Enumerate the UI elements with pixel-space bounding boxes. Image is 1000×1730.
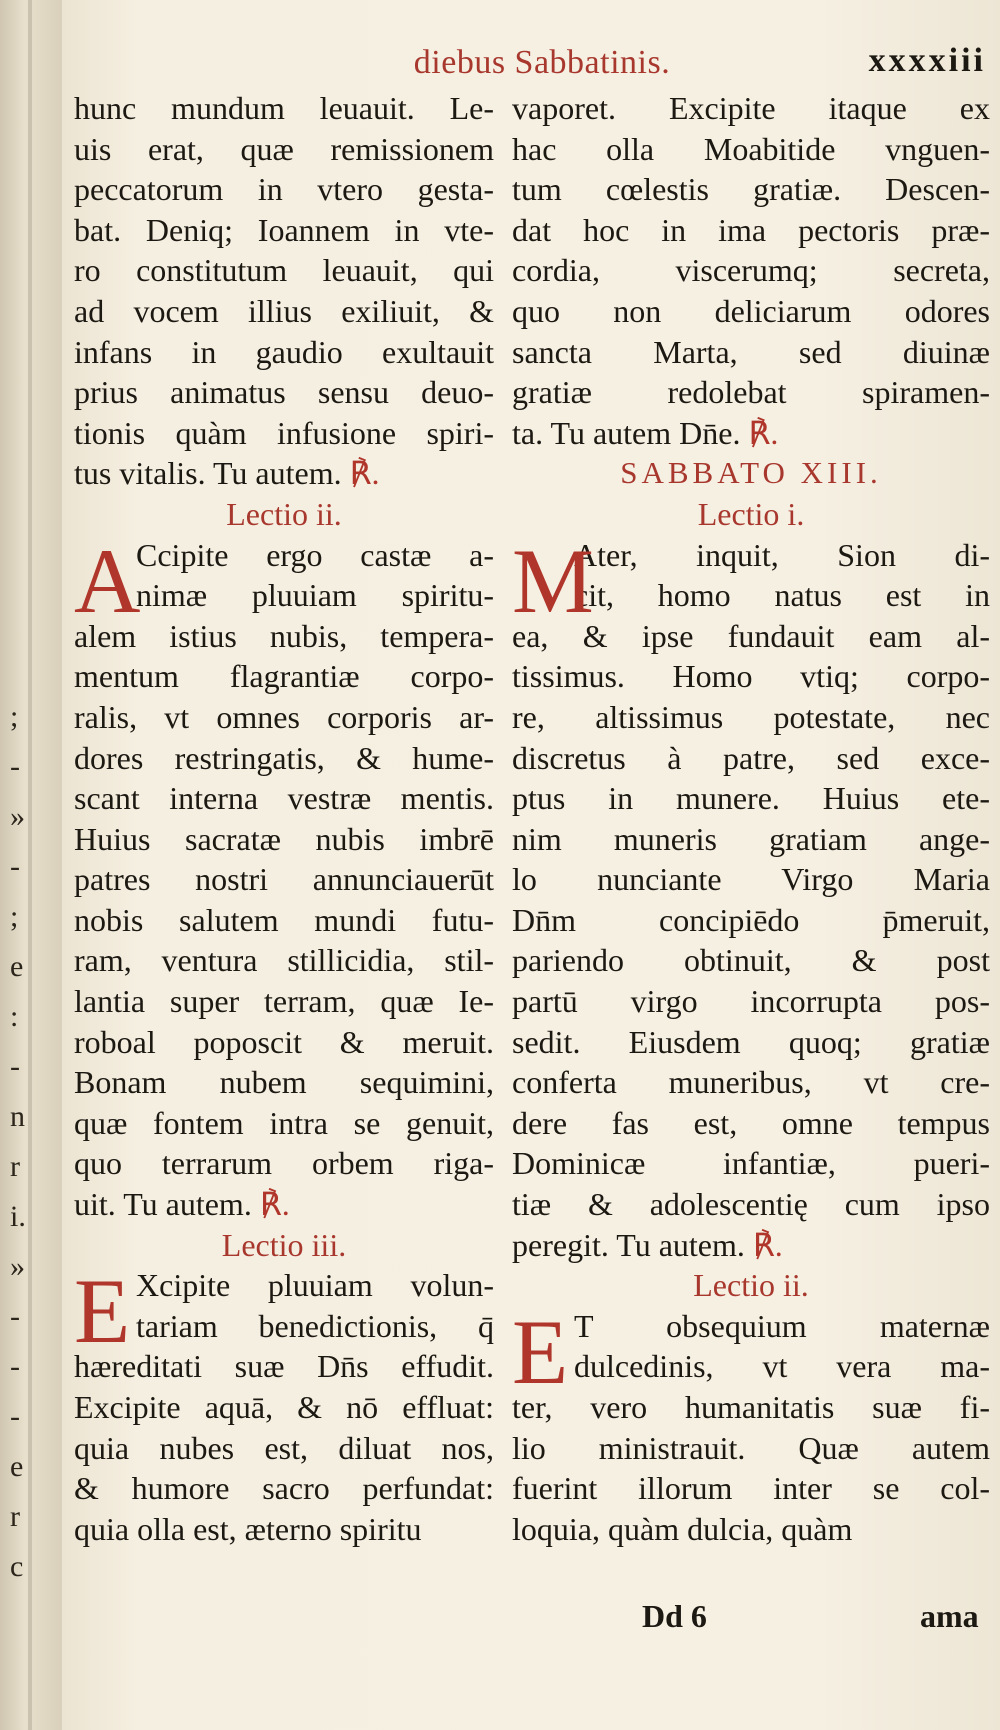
response-mark: ℟. (744, 1226, 783, 1263)
line-text: ram, ventura stillicidia, stil- (74, 942, 494, 979)
line-text: mentum flagrantiæ corpo- (74, 658, 494, 695)
text-line (512, 1306, 990, 1347)
text-line (512, 1062, 990, 1103)
text-line (74, 1022, 494, 1063)
lectio-i-text (512, 529, 990, 1266)
text-line (512, 697, 990, 738)
drop-cap-e: E (74, 1260, 131, 1363)
line-text: ter, vero humanitatis suæ fi- (512, 1389, 990, 1425)
line-text: Huius sacratæ nubis imbrē (74, 820, 494, 857)
left-continuation-text (74, 88, 494, 494)
line-text: partū virgo incorrupta pos- (512, 983, 990, 1020)
line-text: lio ministrauit. Quæ autem (512, 1429, 990, 1466)
catchword: ama (920, 1598, 979, 1634)
binding-spine (28, 0, 32, 1730)
line-text: ea, & ipse fundauit eam al- (512, 617, 990, 654)
line-text: tus vitalis. Tu autem. (74, 455, 342, 492)
gutter-mark: - (10, 1350, 20, 1383)
text-line (74, 900, 494, 941)
text-line (512, 1428, 990, 1469)
text-line (512, 1509, 990, 1550)
line-text: ad vocem illius exiliuit, & (74, 292, 494, 329)
gutter-mark: e (10, 950, 24, 983)
text-line (512, 1387, 990, 1428)
text-line (74, 129, 494, 170)
text-line (74, 291, 494, 332)
line-text: Dominicæ infantiæ, pueri- (512, 1145, 990, 1182)
gutter-mark: ; (10, 900, 19, 933)
line-text: Excipite aquā, & nō effluat: (74, 1389, 494, 1425)
text-line (512, 1225, 990, 1266)
text-line (512, 1468, 990, 1509)
text-line (74, 738, 494, 779)
text-line (74, 1387, 494, 1428)
line-text: infans in gaudio exultauit (74, 333, 494, 370)
text-line (512, 1143, 990, 1184)
line-text: ralis, vt omnes corporis ar- (74, 698, 494, 735)
line-text: dere fas est, omne tempus (512, 1104, 990, 1141)
line-text: hac olla Moabitide vnguen- (512, 130, 990, 167)
line-text: quia olla est, æterno spiritu (74, 1510, 422, 1547)
text-line (512, 1103, 990, 1144)
text-line (74, 859, 494, 900)
text-line (74, 1509, 494, 1550)
line-text: lantia super terram, quæ Ie- (74, 983, 494, 1020)
gutter-mark: - (10, 750, 20, 783)
running-title: diebus Sabbatinis. (413, 44, 671, 81)
line-text: alem istius nubis, tempera- (74, 617, 494, 654)
text-line (512, 129, 990, 170)
text-line (512, 900, 990, 941)
drop-cap-e-right: E (512, 1300, 569, 1403)
line-text: cordia, viscerumq; secreta, (512, 252, 990, 289)
text-line (512, 738, 990, 779)
line-text: tionis quàm infusione spiri- (74, 414, 494, 451)
book-page (62, 0, 1000, 1730)
text-line (74, 1062, 494, 1103)
text-line (74, 697, 494, 738)
line-text: nobis salutem mundi futu- (74, 901, 494, 938)
text-line (74, 819, 494, 860)
text-line (512, 1184, 990, 1225)
text-line (74, 169, 494, 210)
lectio-iii-block (74, 1260, 494, 1549)
lectio-ii-block-right (512, 1300, 990, 1550)
line-text: dores restringatis, & hume- (74, 739, 494, 776)
gutter-mark: c (10, 1550, 24, 1583)
text-line (74, 1346, 494, 1387)
line-text: nimæ pluuiam spiritu- (136, 577, 494, 614)
text-line (74, 981, 494, 1022)
line-text: loquia, quàm dulcia, quàm (512, 1510, 853, 1547)
text-line (74, 250, 494, 291)
sabbato-heading: SABBATO XIII. (620, 455, 882, 491)
text-line (512, 859, 990, 900)
line-text: vaporet. Excipite itaque ex (512, 90, 990, 126)
gutter-mark: ; (10, 700, 19, 733)
line-text: hunc mundum leuauit. Le- (74, 90, 494, 126)
text-line (512, 1022, 990, 1063)
lectio-iii-text (74, 1260, 494, 1549)
gutter-mark: - (10, 1050, 20, 1083)
text-line (512, 778, 990, 819)
drop-cap-a: A (74, 529, 141, 632)
line-text: uit. Tu autem. (74, 1186, 252, 1223)
text-line (74, 1103, 494, 1144)
folio-number: xxxxiii (868, 42, 986, 79)
line-text: tariam benedictionis, q̄ (136, 1307, 494, 1344)
text-line (512, 413, 990, 454)
text-line (512, 372, 990, 413)
gutter-mark: i. (10, 1200, 26, 1233)
line-text: tiæ & adolescentię cum ipso (512, 1186, 990, 1223)
lectio-ii-text (74, 529, 494, 1225)
line-text: uis erat, quæ remissionem (74, 130, 494, 167)
line-text: fuerint illorum inter se col- (512, 1470, 990, 1507)
gutter-mark: » (10, 1250, 25, 1283)
line-text: re, altissimus potestate, nec (512, 698, 990, 735)
line-text: Ccipite ergo castæ a- (136, 536, 494, 573)
line-text: ro constitutum leuauit, qui (74, 252, 494, 289)
gutter-mark: : (10, 1000, 19, 1033)
line-text: dulcedinis, vt vera ma- (574, 1348, 990, 1385)
line-text: Xcipite pluuiam volun- (136, 1267, 494, 1304)
signature-mark: Dd 6 (642, 1598, 707, 1634)
gutter-mark: e (10, 1450, 24, 1483)
text-line (74, 332, 494, 373)
line-text: prius animatus sensu deuo- (74, 374, 494, 411)
line-text: dat hoc in ima pectoris præ- (512, 211, 990, 248)
response-mark: ℟. (740, 414, 779, 451)
lectio-i-heading: Lectio i. (697, 495, 805, 532)
text-line (74, 940, 494, 981)
line-text: scant interna vestræ mentis. (74, 780, 494, 817)
previous-page-edge (0, 0, 64, 1730)
text-line (74, 1428, 494, 1469)
line-text: Ater, inquit, Sion di- (574, 536, 990, 573)
line-text: Bonam nubem sequimini, (74, 1064, 494, 1101)
line-text: nim muneris gratiam ange- (512, 820, 990, 857)
line-text: sancta Marta, sed diuinæ (512, 333, 990, 370)
lectio-ii-text-right (512, 1300, 990, 1550)
text-line (74, 1184, 494, 1225)
lectio-ii-heading: Lectio ii. (226, 495, 342, 532)
text-line (74, 1143, 494, 1184)
text-line (512, 210, 990, 251)
line-text: quæ fontem intra se genuit, (74, 1104, 494, 1141)
line-text: gratiæ redolebat spiramen- (512, 374, 990, 411)
text-line (74, 453, 494, 494)
line-text: sedit. Eiusdem quoq; gratiæ (512, 1023, 990, 1060)
text-line (512, 250, 990, 291)
line-text: lo nunciante Virgo Maria (512, 861, 990, 898)
text-line (512, 88, 990, 129)
text-line (512, 981, 990, 1022)
text-line (512, 291, 990, 332)
line-text: ptus in munere. Huius ete- (512, 780, 990, 817)
response-mark: ℟. (341, 455, 380, 492)
gutter-mark: r (10, 1150, 20, 1183)
line-text: tissimus. Homo vtiq; corpo- (512, 658, 990, 695)
left-column (74, 88, 494, 1549)
text-line (74, 372, 494, 413)
gutter-mark: n (10, 1100, 25, 1133)
line-text: peccatorum in vtero gesta- (74, 171, 494, 208)
gutter-mark: - (10, 850, 20, 883)
line-text: discretus à patre, sed exce- (512, 739, 990, 776)
gutter-mark: r (10, 1500, 20, 1533)
text-line (74, 1468, 494, 1509)
right-column (512, 88, 990, 1549)
line-text: & humore sacro perfundat: (74, 1470, 494, 1507)
line-text: Dn̄m concipiēdo p̄meruit, (512, 901, 990, 938)
line-text: quo non deliciarum odores (512, 292, 990, 329)
text-line (512, 819, 990, 860)
line-text: ta. Tu autem Dn̄e. (512, 414, 741, 451)
drop-cap-m: M (512, 529, 594, 632)
line-text: conferta muneribus, vt cre- (512, 1064, 990, 1101)
line-text: tum cœlestis gratiæ. Descen- (512, 171, 990, 208)
right-continuation-text (512, 88, 990, 453)
gutter-mark: - (10, 1300, 20, 1333)
lectio-ii-heading-right: Lectio ii. (693, 1267, 809, 1304)
line-text: patres nostri annunciauerūt (74, 861, 494, 898)
text-line (74, 413, 494, 454)
text-line (74, 88, 494, 129)
line-text: pariendo obtinuit, & post (512, 942, 990, 979)
lectio-i-block (512, 529, 990, 1266)
line-text: T obsequium maternæ (574, 1307, 990, 1344)
text-line (74, 1306, 494, 1347)
text-line (74, 1265, 494, 1306)
response-mark: ℟. (251, 1186, 290, 1223)
line-text: peregit. Tu autem. (512, 1226, 745, 1263)
gutter-mark: » (10, 800, 25, 833)
lectio-iii-heading: Lectio iii. (221, 1226, 347, 1263)
line-text: hæreditati suæ Dn̄s effudit. (74, 1348, 494, 1385)
text-line (74, 656, 494, 697)
line-text: bat. Deniq; Ioannem in vte- (74, 211, 494, 248)
text-line (512, 1346, 990, 1387)
line-text: quia nubes est, diluat nos, (74, 1429, 494, 1466)
text-line (74, 778, 494, 819)
lectio-ii-block (74, 529, 494, 1225)
gutter-mark: - (10, 1400, 20, 1433)
text-line (512, 169, 990, 210)
line-text: roboal poposcit & meruit. (74, 1023, 494, 1060)
text-line (512, 940, 990, 981)
text-line (512, 656, 990, 697)
text-line (512, 332, 990, 373)
line-text: cit, homo natus est in (574, 577, 990, 614)
line-text: quo terrarum orbem riga- (74, 1145, 494, 1182)
text-line (74, 210, 494, 251)
